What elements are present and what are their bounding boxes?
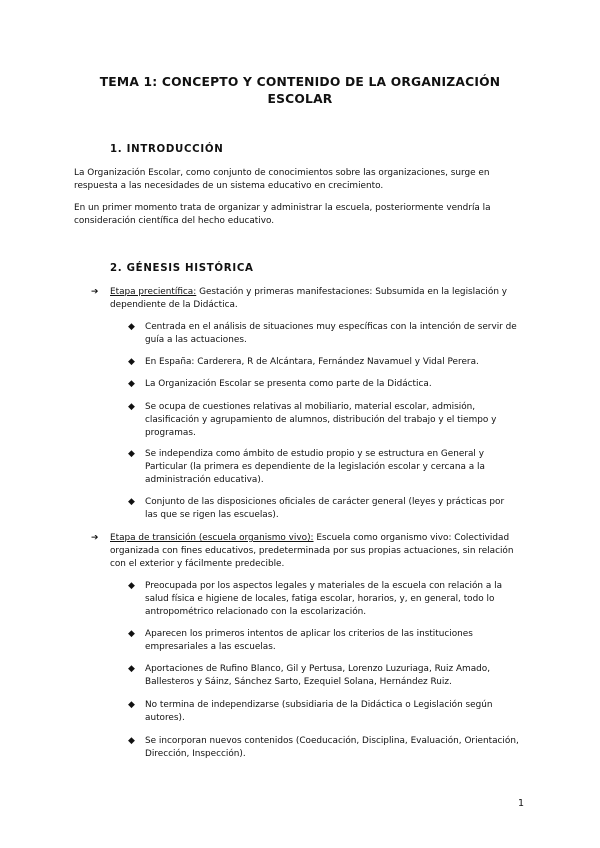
diamond-bullet-icon: ◆ <box>128 700 135 710</box>
list-item: ◆ Se ocupa de cuestiones relativas al mobiliario, material escolar, admisión, clasificación y agrupamiento de alumnos, distribución del trabajo y el tiempo y programas. <box>128 402 497 438</box>
arrow-icon: ➔ <box>91 533 99 543</box>
stage-text: Escuela como organismo vivo: Colectividad <box>313 533 510 543</box>
intro-paragraph <box>74 202 530 228</box>
page-number: 1 <box>518 798 525 809</box>
list-item: ◆ No termina de independizarse (subsidiaria de la Didáctica o Legislación según autores). <box>128 700 493 723</box>
title-line: ESCOLAR <box>267 92 333 106</box>
stage-label: Etapa precientífica: <box>110 287 197 297</box>
text-line: respuesta a las necesidades de un sistema educativo en crecimiento. <box>74 181 384 191</box>
stage-text: dependiente de la Didáctica. <box>110 300 238 310</box>
diamond-bullet-icon: ◆ <box>128 497 135 507</box>
stage-transicion <box>91 532 531 571</box>
diamond-bullet-icon: ◆ <box>128 664 135 674</box>
list-item: ◆ Preocupada por los aspectos legales y materiales de la escuela con relación a la salud física e higiene de locales, fatiga escolar, horarios, y, en general, todo lo antropométrico relacionado con la escolarización. <box>128 581 503 617</box>
diamond-bullet-icon: ◆ <box>128 581 135 591</box>
list-item: ◆ Aportaciones de Rufino Blanco, Gil y Pertusa, Lorenzo Luzuriaga, Ruiz Amado, Ballesteros y Sáinz, Sánchez Sarto, Ezequiel Solana, Hernández Ruiz. <box>128 664 491 687</box>
diamond-bullet-icon: ◆ <box>128 629 135 639</box>
diamond-bullet-icon: ◆ <box>128 357 135 367</box>
diamond-bullet-icon: ◆ <box>128 322 135 332</box>
list-item: ◆ Aparecen los primeros intentos de aplicar los criterios de las instituciones empresariales a las escuelas. <box>128 629 473 652</box>
list-item: ◆ En España: Carderera, R de Alcántara, Fernández Navamuel y Vidal Perera. <box>128 357 479 367</box>
diamond-bullet-icon: ◆ <box>128 449 135 459</box>
arrow-icon: ➔ <box>91 287 99 297</box>
section-heading-genesis: 2. GÉNESIS HISTÓRICA <box>110 263 254 274</box>
stage-text: Gestación y primeras manifestaciones: Subsumida en la legislación y <box>196 287 508 297</box>
list-item: ◆ Se independiza como ámbito de estudio propio y se estructura en General y Particular (la primera es dependiente de la legislación escolar y cercana a la administración educativa). <box>128 449 485 485</box>
list-item: ◆ Conjunto de las disposiciones oficiales de carácter general (leyes y prácticas por las que se rigen las escuelas). <box>128 497 505 520</box>
intro-paragraph <box>74 167 530 193</box>
text-line: La Organización Escolar, como conjunto de conocimientos sobre las organizaciones, surge en <box>74 168 490 178</box>
text-line: consideración científica del hecho educativo. <box>74 216 275 226</box>
section-heading-introduccion: 1. INTRODUCCIÓN <box>110 144 224 155</box>
diamond-bullet-icon: ◆ <box>128 736 135 746</box>
document-title <box>60 74 540 108</box>
diamond-bullet-icon: ◆ <box>128 402 135 412</box>
title-line: TEMA 1: CONCEPTO Y CONTENIDO DE LA ORGANIZACIÓN <box>99 75 501 89</box>
text-line: En un primer momento trata de organizar y administrar la escuela, posteriormente vendría la <box>74 203 491 213</box>
stage-label: Etapa de transición (escuela organismo vivo): <box>110 533 314 543</box>
list-item: ◆ La Organización Escolar se presenta como parte de la Didáctica. <box>128 379 432 389</box>
stage-text: organizada con fines educativos, predeterminada por sus propias actuaciones, sin relación <box>110 546 514 556</box>
list-item: ◆ Centrada en el análisis de situaciones muy específicas con la intención de servir de guía a las actuaciones. <box>128 322 517 345</box>
stage-precientifica <box>91 286 531 312</box>
diamond-bullet-icon: ◆ <box>128 379 135 389</box>
stage-text: con el exterior y fácilmente predecible. <box>110 559 285 569</box>
list-item: ◆ Se incorporan nuevos contenidos (Coeducación, Disciplina, Evaluación, Orientación, Dirección, Inspección). <box>128 736 519 759</box>
